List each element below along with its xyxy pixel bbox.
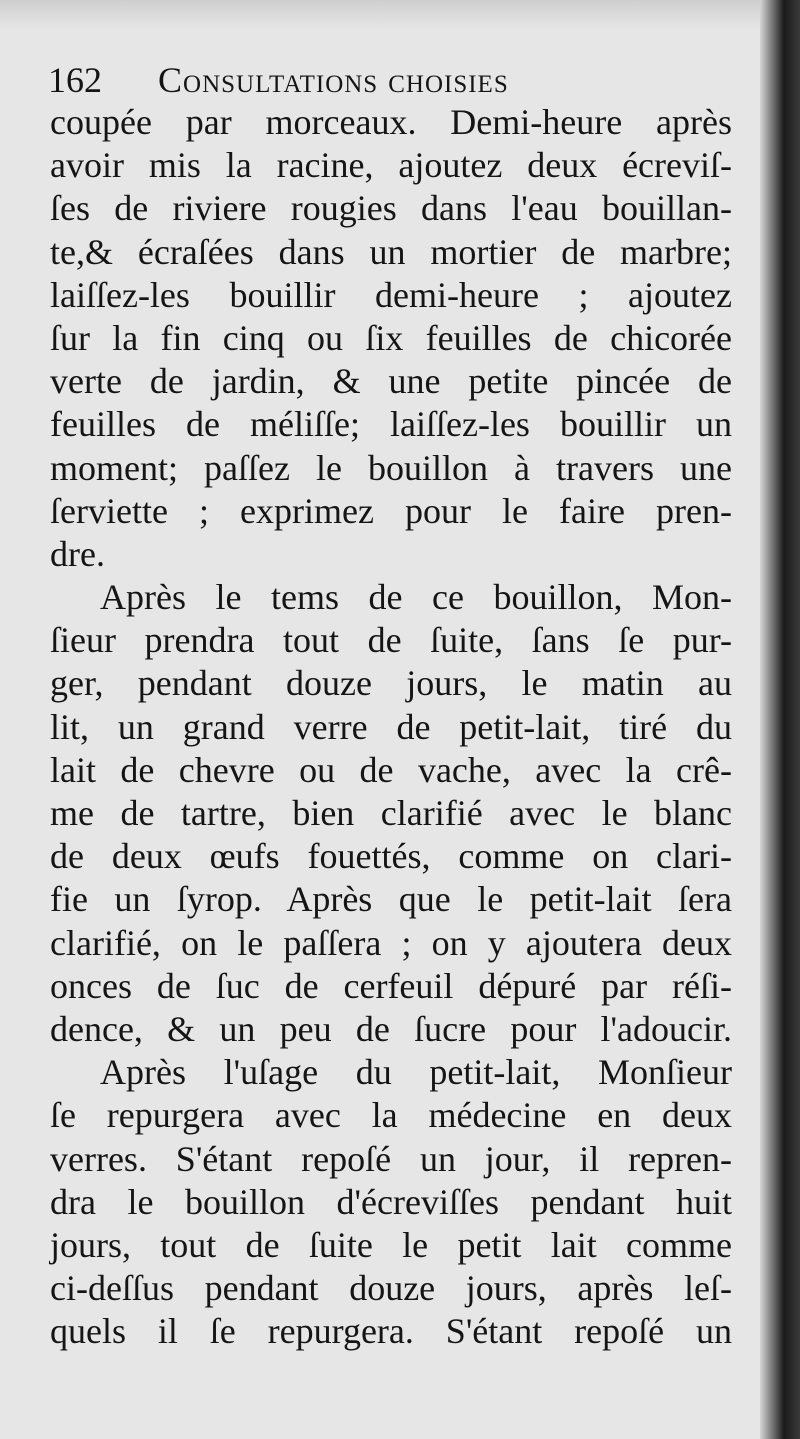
text-line: clarifié, on le paſſera ; on y ajoutera deux: [50, 922, 732, 963]
running-head: [48, 56, 748, 106]
text-line: feuilles de méliſſe; laiſſez-les bouillir un: [50, 404, 732, 445]
text-line: quels il ſe repurgera. S'étant repoſé un: [50, 1311, 732, 1352]
text-line: onces de ſuc de cerfeuil dépuré par réſi-: [50, 965, 732, 1006]
text-line: dre.: [50, 533, 105, 574]
text-line: ci-deſſus pendant douze jours, après leſ-: [50, 1268, 732, 1309]
text-line: fie un ſyrop. Après que le petit-lait ſera: [50, 879, 732, 920]
text-line: lait de chevre ou de vache, avec la crê-: [50, 749, 732, 790]
text-line: dra le bouillon d'écreviſſes pendant huit: [50, 1181, 732, 1222]
text-line: verres. S'étant repoſé un jour, il repren-: [50, 1138, 732, 1179]
text-line: de deux œufs fouettés, comme on clari-: [50, 836, 732, 877]
text-line: avoir mis la racine, ajoutez deux écreviſ-: [50, 145, 732, 186]
text-line: me de tartre, bien clarifié avec le blanc: [50, 793, 732, 833]
body-text: [50, 101, 732, 1353]
text-line: ſe repurgera avec la médecine en deux: [50, 1095, 732, 1136]
page-top-shadow: [0, 0, 800, 30]
text-line: verte de jardin, & une petite pincée de: [50, 361, 732, 402]
text-line: jours, tout de ſuite le petit lait comme: [50, 1224, 732, 1265]
text-line: ſes de riviere rougies dans l'eau bouillan-: [50, 188, 732, 229]
running-title: Consultations choisies: [158, 60, 509, 100]
page-number: 162: [48, 60, 102, 100]
text-line: ger, pendant douze jours, le matin au: [50, 663, 732, 704]
text-line: ſur la fin cinq ou ſix feuilles de chicorée: [50, 317, 732, 358]
paragraph-start-line: Après le tems de ce bouillon, Mon-: [100, 577, 732, 618]
book-gutter-edge: [760, 0, 800, 1439]
text-line: dence, & un peu de ſucre pour l'adoucir.: [50, 1008, 732, 1049]
text-line: lit, un grand verre de petit-lait, tiré du: [50, 706, 732, 747]
text-line: ſerviette ; exprimez pour le faire pren-: [50, 490, 732, 531]
text-line: moment; paſſez le bouillon à travers une: [50, 447, 732, 488]
text-line: te,& écraſées dans un mortier de marbre;: [50, 231, 732, 272]
paragraph-start-line: Après l'uſage du petit-lait, Monſieur: [100, 1052, 732, 1093]
text-line: laiſſez-les bouillir demi-heure ; ajoutez: [50, 274, 732, 315]
text-line: ſieur prendra tout de ſuite, ſans ſe pur-: [50, 620, 732, 661]
text-line: coupée par morceaux. Demi-heure après: [50, 102, 732, 142]
